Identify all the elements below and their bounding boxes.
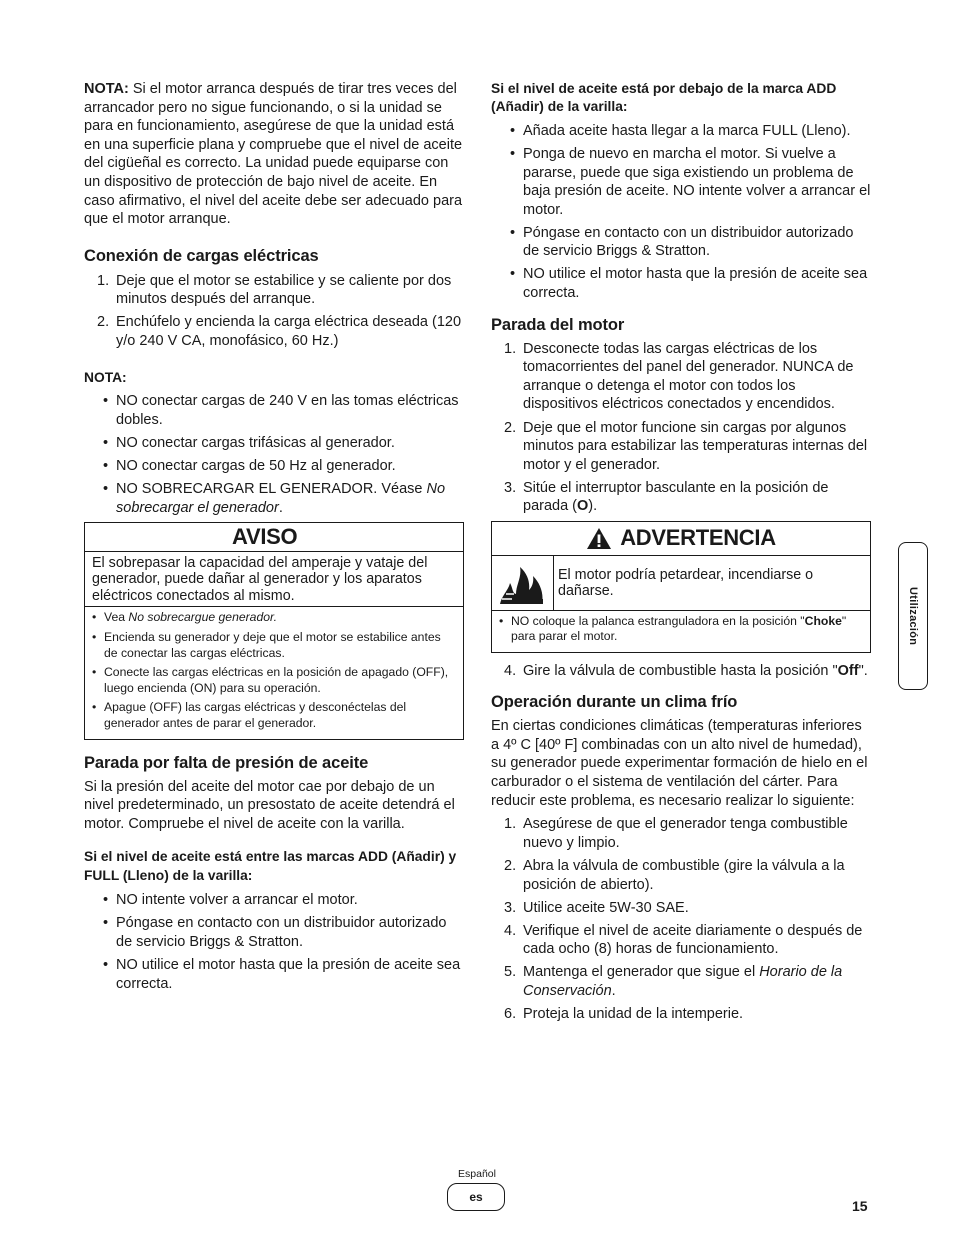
frio-heading: Operación durante un clima frío [491, 693, 738, 712]
advertencia-header [492, 522, 870, 556]
conexion-step: 1. Deje que el motor se estabilice y se caliente por dos minutos después del arranque. [97, 272, 452, 308]
nota-intro-text: Si el motor arranca después de tirar tres veces del arrancador pero no sigue funcionando, o si la unidad se para en funcionamiento, asegúrese de que la unidad está en una superficie plana y compruebe que el nivel de aceite del cigüeñal es correcto. La unidad puede equiparse con un dispositivo de protección de bajo nivel de aceite. En caso afirmativo, el nivel del aceite debe ser adecuado para que el motor arranque. [84, 81, 463, 228]
nota-bullet: • NO conectar cargas trifásicas al generador. [103, 434, 395, 451]
parada-step: 2. Deje que el motor funcione sin cargas por algunos minutos para estabilizar las temperaturas internas del motor y el generador. [504, 419, 868, 473]
frio-steps [491, 815, 871, 1023]
aviso-box [84, 522, 464, 740]
frio-text: En ciertas condiciones climáticas (temperaturas inferiores a 4º C [40º F] combinadas con un alto nivel de humedad), su generador puede experimentar formación de hielo en el carburador o el sistema de ventilación del cárter. Para reducir este problema, es necesario realizar lo siguiente: [491, 718, 868, 809]
advertencia-bullet: • NO coloque la palanca estranguladora en la posición "Choke" para parar el motor. [499, 613, 847, 644]
nota-intro [84, 80, 464, 229]
frio-step: 4. Verifique el nivel de aceite diariamente o después de cada ocho (8) horas de funcionamiento. [504, 922, 863, 958]
aviso-bullets [85, 607, 463, 738]
left-column [84, 80, 464, 998]
conexion-steps [84, 272, 464, 351]
aviso-bullet: • Conecte las cargas eléctricas en la posición de apagado (OFF), luego encienda (ON) para su operación. [92, 665, 449, 695]
parada-step: 1. Desconecte todas las cargas eléctricas de los tomacorrientes del panel del generador. NUNCA de arranque o detenga el motor con todos los dispositivos eléctricos conectados y encendidos. [504, 340, 854, 413]
frio-step: 6. Proteja la unidad de la intemperie. [504, 1006, 744, 1023]
advertencia-hazard-text: El motor podría petardear, incendiarse o dañarse. [558, 566, 814, 599]
presion-heading: Parada por falta de presión de aceite [84, 753, 369, 772]
aviso-bullet: • Apague (OFF) las cargas eléctricas y desconéctelas del generador antes de parar el generador. [92, 700, 407, 730]
debajo-bullet: • Añada aceite hasta llegar a la marca FULL (Lleno). [510, 122, 851, 139]
frio-step: 3. Utilice aceite 5W-30 SAE. [504, 899, 689, 916]
conexion-heading: Conexión de cargas eléctricas [84, 246, 319, 265]
nota-bullet: • NO SOBRECARGAR EL GENERADOR. Véase No sobrecargar el generador. [103, 480, 446, 516]
debajo-bullet: • NO utilice el motor hasta que la presión de aceite sea correcta. [510, 266, 868, 302]
aviso-bullet: • Vea No sobrecargue generador. [92, 610, 278, 625]
aviso-intro: El sobrepasar la capacidad del amperaje y vataje del generador, puede dañar al generador y los aparatos eléctricos conectados al mismo. [85, 552, 463, 608]
conexion-step: 2. Enchúfelo y encienda la carga eléctrica deseada (120 y/o 240 V CA, monofásico, 60 Hz.) [97, 314, 462, 350]
parada-step-4 [491, 662, 871, 681]
section-side-tab [898, 542, 928, 690]
right-column [491, 80, 871, 1028]
section-side-tab-label: Utilización [907, 586, 919, 646]
page-number: 15 [852, 1198, 868, 1214]
debajo-bullets [491, 122, 871, 303]
nota-bullet: • NO conectar cargas de 240 V en las tomas eléctricas dobles. [103, 393, 459, 428]
entre-bullet: • Póngase en contacto con un distribuidor autorizado de servicio Briggs & Stratton. [103, 915, 447, 950]
entre-bullet: • NO utilice el motor hasta que la presión de aceite sea correcta. [103, 956, 461, 992]
advertencia-hazard-row [492, 556, 870, 611]
entre-lead: Si el nivel de aceite está entre las marcas ADD (Añadir) y FULL (Lleno) de la varilla: [84, 849, 457, 883]
debajo-lead: Si el nivel de aceite está por debajo de la marca ADD (Añadir) de la varilla: [491, 81, 837, 115]
advertencia-box [491, 521, 871, 653]
frio-step: 2. Abra la válvula de combustible (gire la válvula a la posición de abierto). [504, 857, 845, 893]
nota-label: NOTA: [84, 369, 127, 385]
nota-bullet: • NO conectar cargas de 50 Hz al generador. [103, 457, 396, 474]
aviso-title: AVISO [85, 523, 463, 552]
debajo-bullet: • Póngase en contacto con un distribuidor autorizado de servicio Briggs & Stratton. [510, 224, 854, 260]
parada-step: 3. Sitúe el interruptor basculante en la posición de parada (O). [504, 479, 829, 515]
frio-step: 1. Asegúrese de que el generador tenga combustible nuevo y limpio. [504, 816, 848, 851]
aviso-bullet: • Encienda su generador y deje que el motor se estabilice antes de conectar las cargas eléctricas. [92, 629, 441, 660]
advertencia-note [492, 611, 870, 652]
footer-language: Español [458, 1168, 496, 1180]
nota-intro-label: NOTA: [84, 81, 129, 97]
debajo-bullet: • Ponga de nuevo en marcha el motor. Si vuelve a pararse, puede que siga existiendo un problema de baja presión de aceite. NO intente volver a arrancar el motor. [510, 145, 871, 218]
warning-triangle-icon [586, 527, 612, 550]
parada-heading: Parada del motor [491, 315, 625, 334]
parada-steps [491, 340, 871, 516]
fire-hazard-icon [492, 556, 554, 610]
parada-step: 4. Gire la válvula de combustible hasta la posición "Off". [504, 662, 868, 679]
frio-step: 5. Mantenga el generador que sigue el Horario de la Conservación. [504, 964, 843, 999]
entre-bullet: • NO intente volver a arrancar el motor. [103, 892, 358, 909]
advertencia-title: ADVERTENCIA [620, 525, 776, 550]
entre-bullets [84, 891, 464, 993]
presion-text: Si la presión del aceite del motor cae por debajo de un nivel predeterminado, un presostato de aceite detendrá el motor. Compruebe el nivel de aceite con la varilla. [84, 778, 455, 832]
nota-bullets [84, 392, 464, 517]
footer-lang-code: es [447, 1183, 505, 1211]
